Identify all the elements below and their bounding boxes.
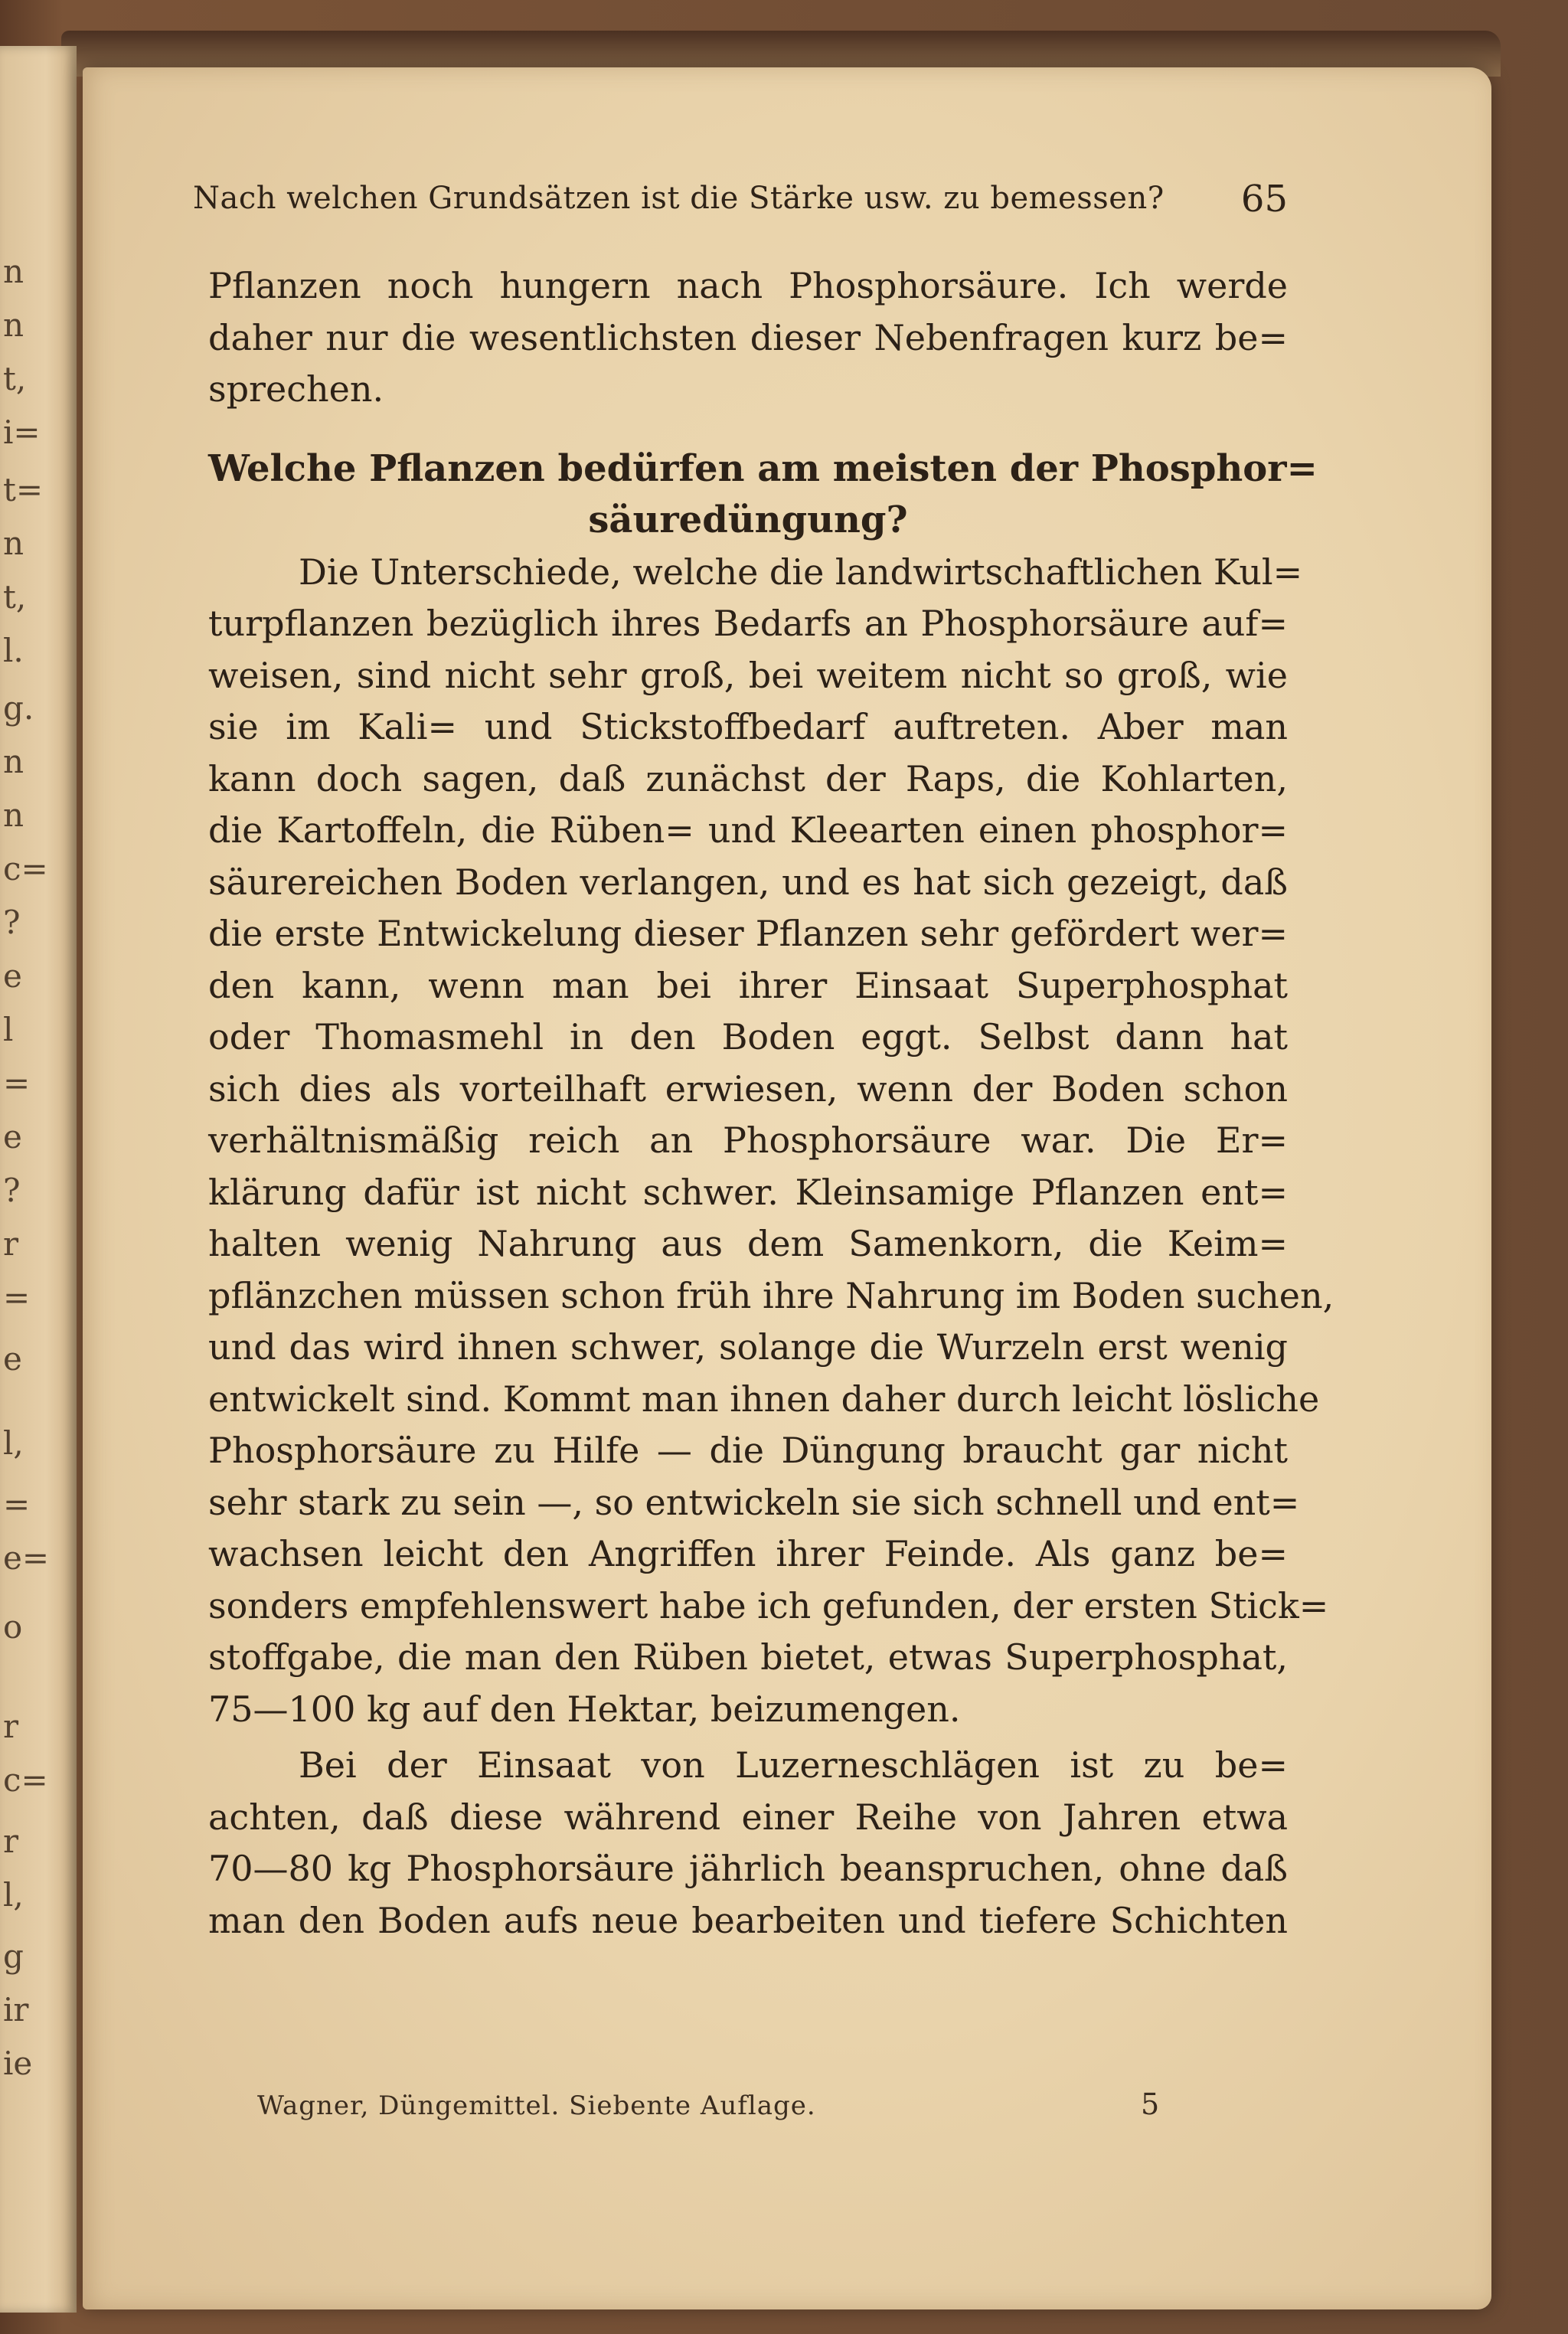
- margin-fragment: ?: [3, 904, 21, 941]
- margin-fragment: r: [3, 1225, 19, 1263]
- margin-fragment: =: [3, 1486, 31, 1523]
- margin-fragment: n: [3, 306, 24, 344]
- text-line: sprechen.: [208, 368, 384, 410]
- margin-fragment: t,: [3, 578, 27, 616]
- text-line: sich dies als vorteilhaft erwiesen, wenn der Boden schon: [208, 1067, 1288, 1110]
- text-line: stoffgabe, die man den Rüben bietet, etwas Superphosphat,: [208, 1636, 1288, 1678]
- text-line: daher nur die wesentlichsten dieser Nebenfragen kurz be=: [208, 316, 1288, 358]
- text-line: 70—80 kg Phosphorsäure jährlich beanspruchen, ohne daß: [208, 1848, 1288, 1889]
- text-line: sie im Kali= und Stickstoffbedarf auftreten. Aber man: [208, 706, 1288, 747]
- text-line: den kann, wenn man bei ihrer Einsaat Superphosphat: [208, 964, 1288, 1006]
- margin-fragment: l,: [3, 1876, 24, 1914]
- margin-fragment: n: [3, 525, 24, 562]
- margin-fragment: ?: [3, 1172, 21, 1209]
- signature-mark: 5: [1141, 2087, 1160, 2121]
- margin-fragment: =: [3, 1064, 31, 1102]
- text-line: achten, daß diese während einer Reihe von Jahren etwa: [208, 1796, 1288, 1838]
- page-body: [208, 260, 1334, 1947]
- text-line: Bei der Einsaat von Luzerneschlägen ist zu be=: [299, 1744, 1288, 1786]
- footer-imprint: Wagner, Düngemittel. Siebente Auflage.: [257, 2090, 816, 2121]
- page-header: [193, 178, 1288, 234]
- margin-fragment: r: [3, 1708, 19, 1745]
- margin-fragment: ir: [3, 1991, 29, 2028]
- text-line: und das wird ihnen schwer, solange die Wurzeln erst wenig: [208, 1326, 1288, 1368]
- text-line: 75—100 kg auf den Hektar, beizumengen.: [208, 1688, 961, 1730]
- margin-fragment: e=: [3, 1539, 50, 1577]
- margin-fragment: e: [3, 1340, 22, 1378]
- text-line: oder Thomasmehl in den Boden eggt. Selbst dann hat: [208, 1016, 1288, 1057]
- text-line: säurereichen Boden verlangen, und es hat sich gezeigt, daß: [208, 861, 1288, 903]
- page-number: 65: [1240, 178, 1288, 221]
- running-title: Nach welchen Grundsätzen ist die Stärke usw. zu bemessen?: [193, 181, 1165, 216]
- margin-fragment: l,: [3, 1424, 24, 1462]
- margin-fragment: c=: [3, 850, 48, 888]
- margin-fragment: o: [3, 1608, 23, 1646]
- text-line: turpflanzen bezüglich ihres Bedarfs an Phosphorsäure auf=: [208, 603, 1288, 644]
- page-footer: [257, 2087, 1176, 2129]
- text-line: die erste Entwickelung dieser Pflanzen sehr gefördert wer=: [208, 913, 1288, 954]
- margin-fragment: =: [3, 1279, 31, 1316]
- text-line: die Kartoffeln, die Rüben= und Kleearten einen phosphor=: [208, 809, 1288, 851]
- previous-page-edge: [0, 46, 77, 2313]
- margin-fragment: n: [3, 743, 24, 780]
- section-heading: säuredüngung?: [588, 499, 908, 541]
- margin-fragment: t=: [3, 471, 44, 508]
- text-line: Die Unterschiede, welche die landwirtschaftlichen Kul=: [299, 551, 1303, 593]
- text-line: wachsen leicht den Angriffen ihrer Feinde. Als ganz be=: [208, 1533, 1288, 1574]
- margin-fragment: l: [3, 1011, 14, 1048]
- text-line: klärung dafür ist nicht schwer. Kleinsamige Pflanzen ent=: [208, 1171, 1288, 1213]
- margin-fragment: g.: [3, 689, 34, 727]
- text-line: Pflanzen noch hungern nach Phosphorsäure. Ich werde: [208, 265, 1288, 306]
- margin-fragment: e: [3, 1118, 22, 1156]
- margin-fragment: r: [3, 1822, 19, 1860]
- text-line: sehr stark zu sein —, so entwickeln sie sich schnell und ent=: [208, 1481, 1300, 1523]
- text-line: man den Boden aufs neue bearbeiten und tiefere Schichten: [208, 1899, 1288, 1941]
- text-line: sonders empfehlenswert habe ich gefunden, der ersten Stick=: [208, 1584, 1329, 1626]
- text-line: pflänzchen müssen schon früh ihre Nahrung im Boden suchen,: [208, 1274, 1334, 1316]
- margin-fragment: n: [3, 253, 24, 290]
- margin-fragment: i=: [3, 414, 41, 451]
- margin-fragment: g: [3, 1937, 24, 1975]
- text-line: verhältnismäßig reich an Phosphorsäure war. Die Er=: [208, 1120, 1288, 1161]
- text-line: weisen, sind nicht sehr groß, bei weitem nicht so groß, wie: [208, 654, 1288, 696]
- margin-fragment: t,: [3, 360, 27, 397]
- text-line: entwickelt sind. Kommt man ihnen daher durch leicht lösliche: [208, 1378, 1320, 1420]
- text-line: halten wenig Nahrung aus dem Samenkorn, die Keim=: [208, 1223, 1288, 1264]
- margin-fragment: ie: [3, 2045, 33, 2082]
- text-line: Phosphorsäure zu Hilfe — die Düngung braucht gar nicht: [208, 1430, 1288, 1471]
- section-heading: Welche Pflanzen bedürfen am meisten der Phosphor=: [208, 446, 1318, 490]
- text-line: kann doch sagen, daß zunächst der Raps, die Kohlarten,: [208, 757, 1288, 799]
- margin-fragment: c=: [3, 1761, 48, 1799]
- margin-fragment: n: [3, 796, 24, 834]
- margin-fragment: l.: [3, 632, 24, 669]
- margin-fragment: e: [3, 957, 22, 995]
